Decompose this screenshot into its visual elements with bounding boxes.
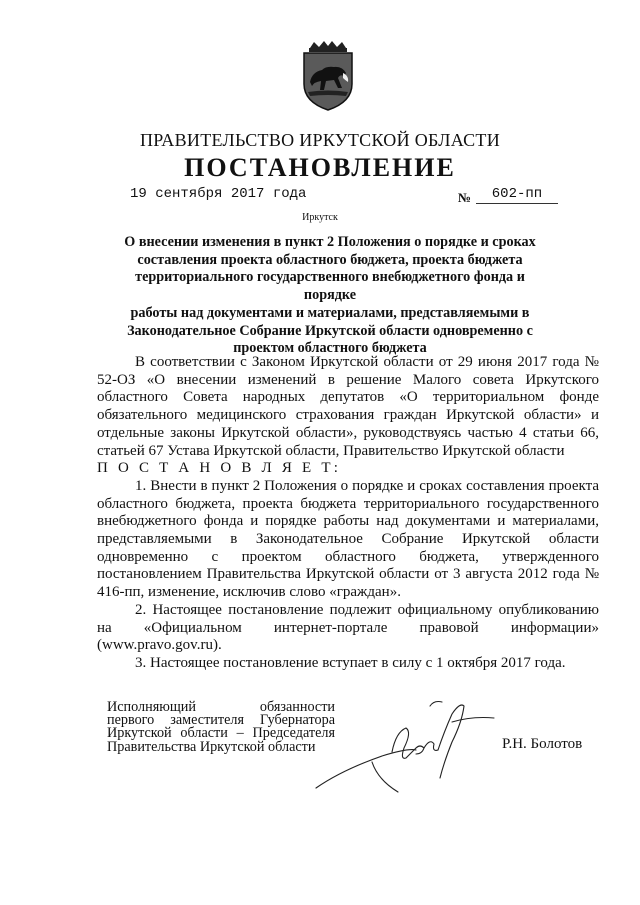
preamble: В соответствии с Законом Иркутской области от 29 июня 2017 года № 52-ОЗ «О внесении изменений в решение Малого совета Иркутского областного Совета народных депутатов «О территориальном фонде обязательного медицинского страхования граждан Иркутской области» и отдельные законы Иркутской области», руководствуясь частью 4 статьи 66, статьей 67 Устава Иркутской области, Правительство Иркутской области (97, 354, 599, 459)
number-label: № (458, 190, 472, 205)
title-line: территориального государственного внебюджетного фонда и порядке (135, 269, 525, 304)
document-body (97, 354, 599, 673)
title-line: Законодательное Собрание Иркутской области одновременно с (127, 322, 533, 339)
signatory-name: Р.Н. Болотов (502, 736, 583, 752)
document-date: 19 сентября 2017 года (130, 186, 307, 202)
title-line: О внесении изменения в пункт 2 Положения о порядке и сроках (124, 234, 536, 250)
handwritten-signature (312, 692, 506, 800)
document-title (120, 234, 540, 358)
title-line: проектом областного бюджета (233, 340, 427, 357)
position-line: Исполняющий обязанности (107, 699, 335, 715)
city: Иркутск (302, 212, 338, 223)
document-number: 602-пп (476, 186, 558, 204)
item-3: 3. Настоящее постановление вступает в силу с 1 октября 2017 года. (135, 654, 566, 671)
position-line: Иркутской области – Председателя (107, 725, 335, 742)
position-line: первого заместителя Губернатора (107, 712, 335, 729)
item-2: 2. Настоящее постановление подлежит официальному опубликованию на «Официальном интернет-портале правовой информации» (www.pravo.gov.ru). (97, 601, 599, 654)
government-name: ПРАВИТЕЛЬСТВО ИРКУТСКОЙ ОБЛАСТИ (139, 130, 501, 150)
item-1: 1. Внести в пункт 2 Положения о порядке и сроках составления проекта областного бюджета, проекта бюджета территориального государственного внебюджетного фонда и порядке работы над документами и материалами, представляемыми в Законодательное Собрание Иркутской области одновременно с проектом областного бюджета, утвержденного постановлением Правительства Иркутской области от 3 августа 2012 года № 416-пп, изменение, исключив слово «граждан». (97, 477, 599, 601)
title-line: составления проекта областного бюджета, проекта бюджета (137, 251, 523, 268)
irkutsk-coat-of-arms-icon (296, 40, 360, 112)
resolves-heading: П О С Т А Н О В Л Я Е Т: (97, 460, 342, 477)
signatory-position (107, 701, 335, 754)
document-type: ПОСТАНОВЛЕНИЕ (184, 153, 456, 182)
title-line: работы над документами и материалами, представляемыми в (130, 304, 530, 321)
position-line: Правительства Иркутской области (107, 738, 316, 755)
